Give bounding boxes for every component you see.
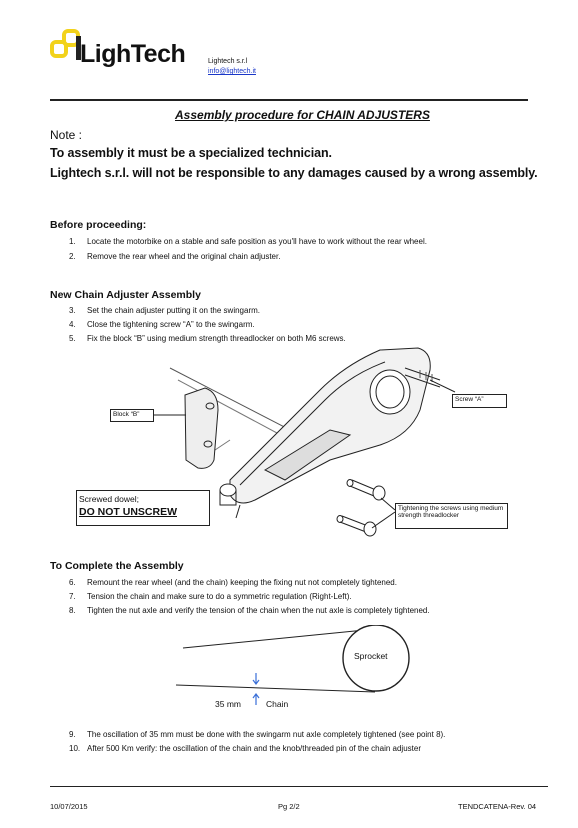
logo-wordmark: LighTech (80, 40, 186, 68)
list-item-number: 1. (69, 237, 76, 246)
note-label: Note : (50, 128, 83, 142)
tighten-label-line-2: strength threadlocker (398, 512, 460, 519)
measure-label: 35 mm (215, 699, 241, 709)
list-item-text: Tighten the nut axle and verify the tension of the chain when the nut axle is completely tightened. (87, 606, 430, 615)
list-item-number: 7. (69, 592, 76, 601)
list-item (69, 606, 430, 615)
footer-divider (50, 786, 548, 787)
list-item-text: Remount the rear wheel (and the chain) keeping the fixing nut not completely tightened. (87, 578, 397, 587)
list-item-number: 2. (69, 252, 76, 261)
list-item-text: After 500 Km verify: the oscillation of the chain and the knob/threaded pin of the chain adjuster (87, 744, 421, 753)
list-item-number: 8. (69, 606, 76, 615)
list-item-text: The oscillation of 35 mm must be done with the swingarm nut axle completely tightened (see point 8). (87, 730, 446, 739)
header-divider (50, 99, 528, 101)
list-item (69, 320, 255, 329)
section-heading-complete: To Complete the Assembly (50, 560, 184, 572)
list-item-number: 3. (69, 306, 76, 315)
list-item (69, 744, 421, 753)
label-screw-a: Screw “A” (452, 394, 507, 408)
chain-label: Chain (266, 699, 289, 709)
dowel-label-line-2: DO NOT UNSCREW (79, 506, 177, 518)
list-item (69, 237, 427, 246)
page-title: Assembly procedure for CHAIN ADJUSTERS (175, 108, 430, 122)
sprocket-label: Sprocket (354, 651, 388, 661)
list-item-number: 9. (69, 730, 76, 739)
company-email-link[interactable]: info@lightech.it (208, 68, 256, 75)
list-item-number: 4. (69, 320, 76, 329)
section-heading-before: Before proceeding: (50, 219, 147, 231)
label-screwed-dowel (76, 490, 210, 526)
section-heading-new: New Chain Adjuster Assembly (50, 289, 201, 301)
list-item-text: Close the tightening screw “A” to the swingarm. (87, 320, 255, 329)
label-tightening-screws (395, 503, 508, 529)
list-item-text: Locate the motorbike on a stable and safe position as you'll have to work without the rear wheel. (87, 237, 427, 246)
warning-line-2: Lightech s.r.l. will not be responsible to any damages caused by a wrong assembly. (50, 166, 538, 180)
warning-line-1: To assembly it must be a specialized technician. (50, 146, 332, 160)
label-block-b: Block “B” (110, 409, 154, 422)
list-item (69, 730, 445, 739)
list-item (69, 578, 397, 587)
list-item-text: Set the chain adjuster putting it on the swingarm. (87, 306, 260, 315)
footer-page-number: Pg 2/2 (278, 802, 300, 811)
list-item-number: 6. (69, 578, 76, 587)
list-item (69, 592, 352, 601)
list-item (69, 306, 260, 315)
list-item-text: Remove the rear wheel and the original chain adjuster. (87, 252, 281, 261)
dowel-label-line-1: Screwed dowel; (79, 494, 140, 504)
footer-date: 10/07/2015 (50, 802, 88, 811)
list-item-number: 10. (69, 744, 81, 753)
logo (50, 28, 200, 68)
chain-oscillation-diagram (0, 625, 578, 715)
list-item-number: 5. (69, 334, 76, 343)
company-name: Lightech s.r.l (208, 58, 248, 65)
list-item-text: Fix the block “B” using medium strength threadlocker on both M6 screws. (87, 334, 346, 343)
list-item-text: Tension the chain and make sure to do a symmetric regulation (Right-Left). (87, 592, 352, 601)
tighten-label-line-1: Tightening the screws using medium (398, 505, 504, 512)
footer-doc-code: TENDCATENA-Rev. 04 (458, 802, 537, 811)
list-item (69, 252, 280, 261)
